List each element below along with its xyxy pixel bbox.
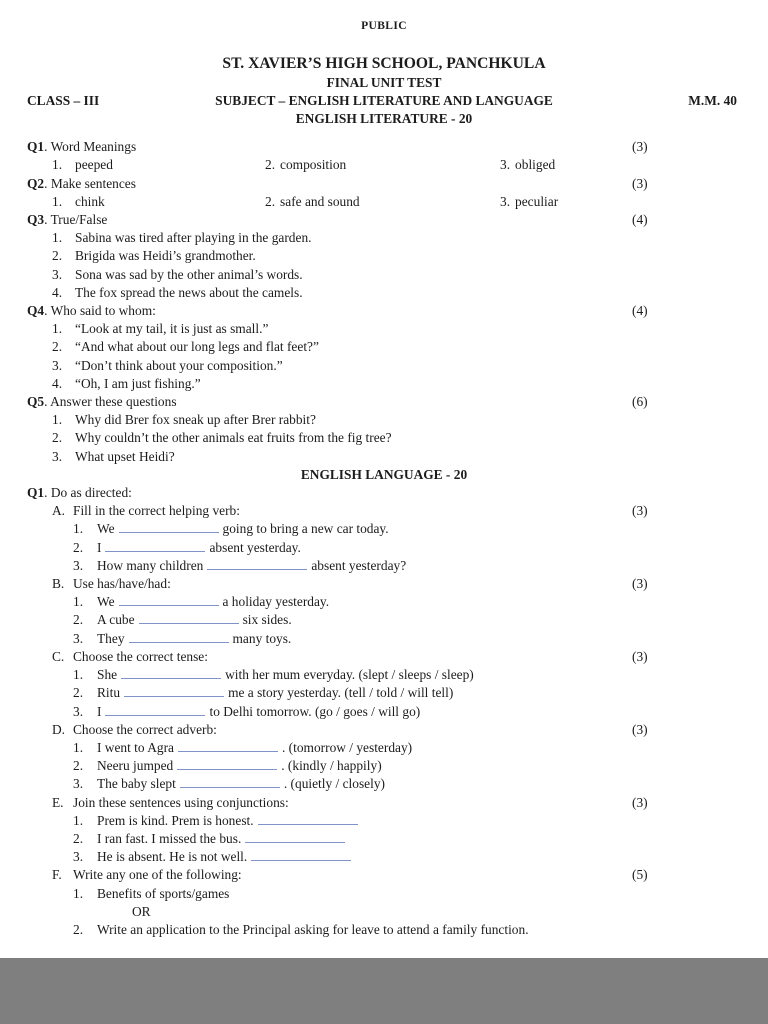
item-number: 3.	[73, 630, 84, 646]
item-text: We	[97, 521, 115, 537]
school-name: ST. XAVIER’S HIGH SCHOOL, PANCHKULA	[222, 55, 546, 72]
item-text: Write an application to the Principal asking for leave to attend a family function.	[97, 921, 529, 937]
part-item	[0, 611, 768, 629]
item-number: 1.	[52, 230, 63, 246]
question-header-q3	[0, 211, 768, 229]
item-number: 2.	[52, 430, 63, 446]
word-item	[265, 193, 500, 211]
part-item	[0, 812, 768, 830]
item-text: I	[97, 539, 102, 555]
question-title: . Do as directed:	[44, 485, 132, 501]
item-number: 1.	[52, 193, 63, 209]
item-text: What upset Heidi?	[75, 448, 175, 464]
question-marks: (3)	[632, 175, 648, 191]
item-text: many toys.	[232, 630, 292, 646]
section-title-language: ENGLISH LANGUAGE - 20	[300, 466, 468, 482]
part-marks: (3)	[632, 576, 648, 592]
question-item	[0, 411, 768, 429]
question-item	[0, 357, 768, 375]
question-title: . Make sentences	[44, 175, 136, 191]
item-text: “Oh, I am just fishing.”	[75, 375, 201, 391]
item-text: absent yesterday.	[209, 539, 301, 555]
item-text: to Delhi tomorrow. (go / goes / will go)	[209, 703, 421, 719]
part-letter: F.	[52, 867, 62, 883]
item-text: Ritu	[97, 685, 121, 701]
item-text: obliged	[515, 157, 556, 173]
item-text: with her mum everyday. (slept / sleeps / sleep)	[225, 667, 474, 683]
part-title: Choose the correct adverb:	[73, 721, 217, 737]
part-item	[0, 921, 768, 939]
part-title: Choose the correct tense:	[73, 648, 208, 664]
answer-blank	[121, 667, 221, 679]
part-item	[0, 757, 768, 775]
question-number: Q1	[27, 485, 45, 501]
item-number: 1.	[52, 412, 63, 428]
item-text: She	[97, 667, 118, 683]
question-item	[0, 448, 768, 466]
word-list-q2	[0, 193, 768, 211]
part-letter: A.	[52, 503, 66, 519]
question-number: Q4	[27, 303, 45, 319]
question-item	[0, 284, 768, 302]
part-letter: C.	[52, 648, 65, 664]
item-text: absent yesterday?	[311, 557, 407, 573]
item-text: six sides.	[242, 612, 292, 628]
question-number: Q5	[27, 394, 45, 410]
item-number: 2.	[73, 612, 84, 628]
section-title-literature: ENGLISH LITERATURE - 20	[295, 111, 473, 126]
answer-blank	[139, 612, 239, 624]
answer-blank	[105, 704, 205, 716]
item-text: chink	[75, 193, 105, 209]
part-item	[0, 539, 768, 557]
question-title: . Answer these questions	[44, 394, 177, 410]
question-item	[0, 320, 768, 338]
item-number: 2.	[73, 921, 84, 937]
item-text: “Look at my tail, it is just as small.”	[75, 321, 269, 337]
item-number: 3.	[500, 193, 511, 209]
question-item	[0, 229, 768, 247]
question-item	[0, 338, 768, 356]
part-header-d	[0, 721, 768, 739]
part-marks: (3)	[632, 648, 648, 664]
part-item	[0, 520, 768, 538]
item-text: peeped	[75, 157, 113, 173]
question-title: . True/False	[44, 212, 108, 228]
test-title: FINAL UNIT TEST	[326, 75, 442, 90]
part-header-a	[0, 502, 768, 520]
part-item	[0, 830, 768, 848]
item-number: 2.	[73, 830, 84, 846]
item-number: 2.	[52, 339, 63, 355]
answer-blank	[124, 685, 224, 697]
part-letter: D.	[52, 721, 66, 737]
part-marks: (3)	[632, 503, 648, 519]
item-number: 1.	[73, 521, 84, 537]
item-number: 1.	[52, 321, 63, 337]
word-item	[52, 156, 265, 174]
question-number: Q2	[27, 175, 45, 191]
question-item	[0, 266, 768, 284]
answer-blank	[129, 631, 229, 643]
item-number: 1.	[73, 812, 84, 828]
item-number: 4.	[52, 375, 63, 391]
class-label: CLASS – III	[27, 93, 100, 108]
item-text: We	[97, 594, 115, 610]
item-text: Neeru jumped	[97, 758, 174, 774]
item-number: 3.	[73, 703, 84, 719]
part-title: Write any one of the following:	[73, 867, 242, 883]
question-item	[0, 375, 768, 393]
item-text: going to bring a new car today.	[222, 521, 389, 537]
item-number: 3.	[52, 448, 63, 464]
question-marks: (4)	[632, 212, 648, 228]
answer-blank	[178, 740, 278, 752]
part-marks: (3)	[632, 794, 648, 810]
item-text: Brigida was Heidi’s grandmother.	[75, 248, 256, 264]
item-number: 2.	[73, 539, 84, 555]
question-number: Q3	[27, 212, 45, 228]
item-text: I	[97, 703, 102, 719]
answer-blank	[251, 849, 351, 861]
item-text: Sabina was tired after playing in the garden.	[75, 230, 312, 246]
part-title: Use has/have/had:	[73, 576, 171, 592]
question-header-q2	[0, 175, 768, 193]
item-number: 4.	[52, 284, 63, 300]
part-item	[0, 703, 768, 721]
item-text: The fox spread the news about the camels.	[75, 284, 303, 300]
item-number: 1.	[73, 594, 84, 610]
part-item	[0, 557, 768, 575]
answer-blank	[245, 831, 345, 843]
part-item	[0, 593, 768, 611]
part-marks: (3)	[632, 721, 648, 737]
item-number: 2.	[265, 193, 276, 209]
answer-blank	[119, 594, 219, 606]
part-header-e	[0, 794, 768, 812]
item-text: . (kindly / happily)	[281, 758, 382, 774]
word-item	[52, 193, 265, 211]
item-text: Why did Brer fox sneak up after Brer rabbit?	[75, 412, 316, 428]
question-title: . Word Meanings	[44, 139, 137, 155]
word-item	[500, 156, 555, 174]
item-text: a holiday yesterday.	[222, 594, 330, 610]
item-number: 2.	[52, 248, 63, 264]
part-item	[0, 885, 768, 903]
item-number: 1.	[73, 667, 84, 683]
question-number: Q1	[27, 139, 45, 155]
item-text: . (quietly / closely)	[283, 776, 385, 792]
or-label: OR	[132, 903, 151, 919]
question-marks: (6)	[632, 394, 648, 410]
part-letter: E.	[52, 794, 64, 810]
answer-blank	[105, 540, 205, 552]
part-item	[0, 739, 768, 757]
item-text: I went to Agra	[97, 739, 174, 755]
item-text: Prem is kind. Prem is honest.	[97, 812, 254, 828]
question-header-q5	[0, 393, 768, 411]
item-number: 2.	[73, 685, 84, 701]
item-text: “And what about our long legs and flat feet?”	[75, 339, 319, 355]
item-number: 2.	[73, 758, 84, 774]
question-header-lang-q1	[0, 484, 768, 502]
item-text: A cube	[97, 612, 135, 628]
item-text: Benefits of sports/games	[97, 885, 230, 901]
item-number: 1.	[52, 157, 63, 173]
word-item	[500, 193, 558, 211]
item-text: me a story yesterday. (tell / told / will tell)	[228, 685, 454, 701]
part-item	[0, 848, 768, 866]
item-text: He is absent. He is not well.	[97, 849, 248, 865]
item-text: I ran fast. I missed the bus.	[97, 830, 242, 846]
item-number: 3.	[52, 357, 63, 373]
item-text: They	[97, 630, 125, 646]
subject-label: SUBJECT – ENGLISH LITERATURE AND LANGUAGE	[215, 93, 553, 108]
part-title: Join these sentences using conjunctions:	[73, 794, 289, 810]
item-text: “Don’t think about your composition.”	[75, 357, 283, 373]
public-label: PUBLIC	[361, 20, 407, 32]
part-header-c	[0, 648, 768, 666]
part-item	[0, 775, 768, 793]
item-text: Sona was sad by the other animal’s words.	[75, 266, 303, 282]
answer-blank	[258, 813, 358, 825]
part-item	[0, 666, 768, 684]
word-list-q1	[0, 156, 768, 174]
part-header-f	[0, 866, 768, 884]
question-title: . Who said to whom:	[44, 303, 156, 319]
exam-meta-row	[0, 92, 768, 110]
item-text: The baby slept	[97, 776, 176, 792]
question-header-q4	[0, 302, 768, 320]
answer-blank	[207, 558, 307, 570]
item-number: 1.	[73, 739, 84, 755]
part-title: Fill in the correct helping verb:	[73, 503, 240, 519]
part-item	[0, 630, 768, 648]
part-item	[0, 684, 768, 702]
part-header-b	[0, 575, 768, 593]
item-number: 3.	[73, 776, 84, 792]
item-text: Why couldn’t the other animals eat fruits from the fig tree?	[75, 430, 392, 446]
answer-blank	[119, 521, 219, 533]
answer-blank	[177, 758, 277, 770]
part-marks: (5)	[632, 867, 648, 883]
item-text: safe and sound	[280, 193, 360, 209]
item-text: peculiar	[515, 193, 559, 209]
question-marks: (3)	[632, 139, 648, 155]
word-item	[265, 156, 500, 174]
item-text: . (tomorrow / yesterday)	[281, 739, 413, 755]
item-number: 1.	[73, 885, 84, 901]
question-marks: (4)	[632, 303, 648, 319]
answer-blank	[180, 776, 280, 788]
max-marks: M.M. 40	[688, 93, 737, 108]
item-text: How many children	[97, 557, 204, 573]
item-text: composition	[280, 157, 347, 173]
item-number: 3.	[52, 266, 63, 282]
item-number: 2.	[265, 157, 276, 173]
question-item	[0, 247, 768, 265]
item-number: 3.	[500, 157, 511, 173]
part-letter: B.	[52, 576, 65, 592]
question-header-q1	[0, 138, 768, 156]
question-item	[0, 429, 768, 447]
item-number: 3.	[73, 557, 84, 573]
item-number: 3.	[73, 849, 84, 865]
